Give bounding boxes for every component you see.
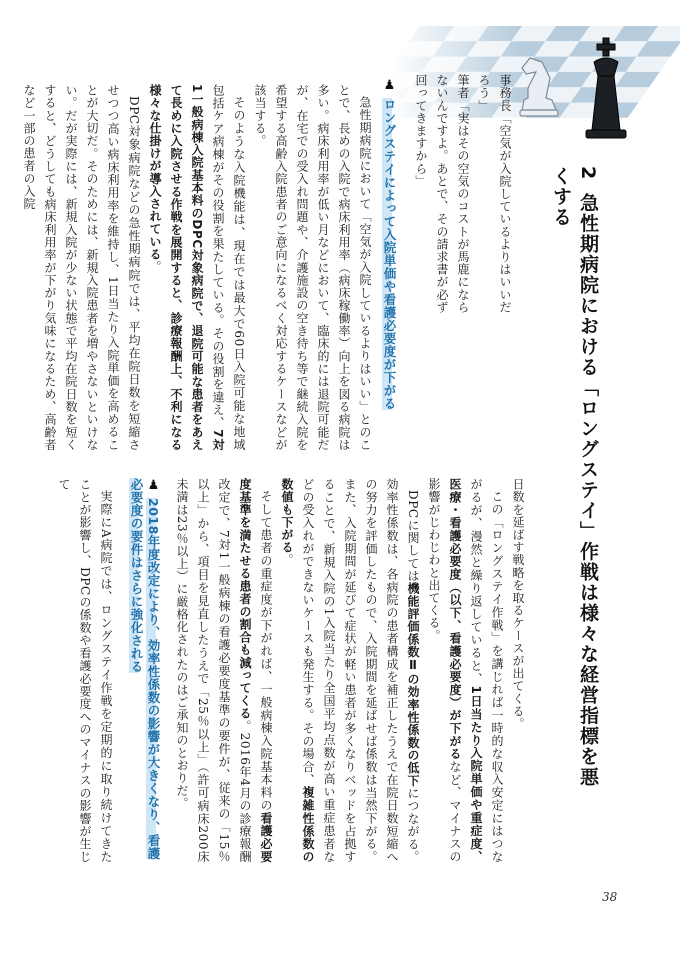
chapter-title-text: 急性期病院における「ロングステイ」作戦は様々な経営指標を悪くする xyxy=(550,166,599,788)
paragraph: この「ロングステイ作戦」を講じれば一時的な収入安定にはつながるが、漫然と繰り返していると、1日当たり入院単価や重症度、医療・看護必要度（以下、看護必要度）が下がるなど、マイナスの影響がじわじわと出てくる。 xyxy=(427,478,504,864)
page-number: 38 xyxy=(602,890,618,904)
chapter-number: 2 xyxy=(577,166,599,181)
paragraph: DPCに関しては機能評価係数Ⅱの効率性係数の低下につながる。効率性係数は、各病院の患者構成を補正したうえで在院日数短縮への努力を評価したもので、入院期間を延ばせば係数は当然下がる。また、入院期間が延びて症状が軽い患者が多くなりベッドを占拠することで、新規入院の1入院当たり全国平均点数が高い重症患者などの受入れができないケースも発生する。その場合、複雑性係数の数値も下がる。 xyxy=(280,478,420,863)
dialogue-line-author: 筆者「実はその空気のコストが馬鹿にならないんですよ。あとで、その請求書が必ず回ってきますから」 xyxy=(414,74,470,314)
paragraph: 日数を延ばす戦略を取るケースが出てくる。 xyxy=(511,478,525,730)
lower-body xyxy=(22,84,375,451)
upper-body-right xyxy=(175,478,528,864)
paragraph: 実際にA病院では、ロングステイ作戦を定期的に取り続けてきたことが影響し、DPCの係数や看護必要度へのマイナスの影響が生じて xyxy=(57,478,113,863)
chapter-title xyxy=(548,166,602,806)
paragraph: そして患者の重症度が下がれば、一般病棟入院基本料の看護必要度基準を満たせる患者の割合も減ってくる。2016年4月の診療報酬改定で、7対1一般病棟の看護必要度基準の要件が、従来の「15％以上」から、項目を見直したうえで「25％以上」（許可病床200床未満は23％以上）に厳格化されたのはご承知のとおりだ。 xyxy=(175,478,273,863)
section-heading-longstay: ♟ロングステイによって入院単価や看護必要度が下がる xyxy=(382,78,397,410)
chess-pawn-icon: ♟ xyxy=(382,78,397,94)
chess-pawn-icon: ♟ xyxy=(146,478,161,494)
dialogue-line-director: 事務長「空気が入院しているよりはいいだろう」 xyxy=(477,74,512,314)
paragraph: DPC対象病院などの急性期病院では、平均在院日数を短縮させつつ高い病床利用率を維持し、1日当たり入院単価を高めることが大切だ。そのためには、新規入院患者を増やさないといけない。だが実際には、新規入院が少ない状態で平均在院日数を短くすると、どうしても病床利用率が下がり気味になるため、高齢者など一部の患者の入院 xyxy=(22,84,141,451)
section-heading-2018: ♟2018年度改定により、効率性係数の影響が大きくなり、看護必要度の要件はさらに強化される xyxy=(129,478,161,860)
paragraph: そのような入院機能は、現在では最大で60日入院可能な地域包括ケア病棟がその役割を果たしている。その役割を違え、7対1一般病棟入院基本料のDPC対象病院で、退院可能な患者をあえて長めに入院させる作戦を展開すると、診療報酬上、不利になる様々な仕掛けが導入されている。 xyxy=(148,84,246,451)
upper-body-left xyxy=(57,478,116,863)
dialogue-quote xyxy=(414,74,515,319)
paragraph: 急性期病院において「空気が入院しているよりはいい」とのことで、長めの入院で病床利用率（病床稼働率）向上を図る病院は多い。病床利用率が低い月などにおいて、臨床的には退院可能だが、在宅での受入れ問題や、介護施設の空き待ち等で継続入院を希望する高齢入院患者のご意向になるべく対応するケースなどが該当する。 xyxy=(253,84,372,451)
